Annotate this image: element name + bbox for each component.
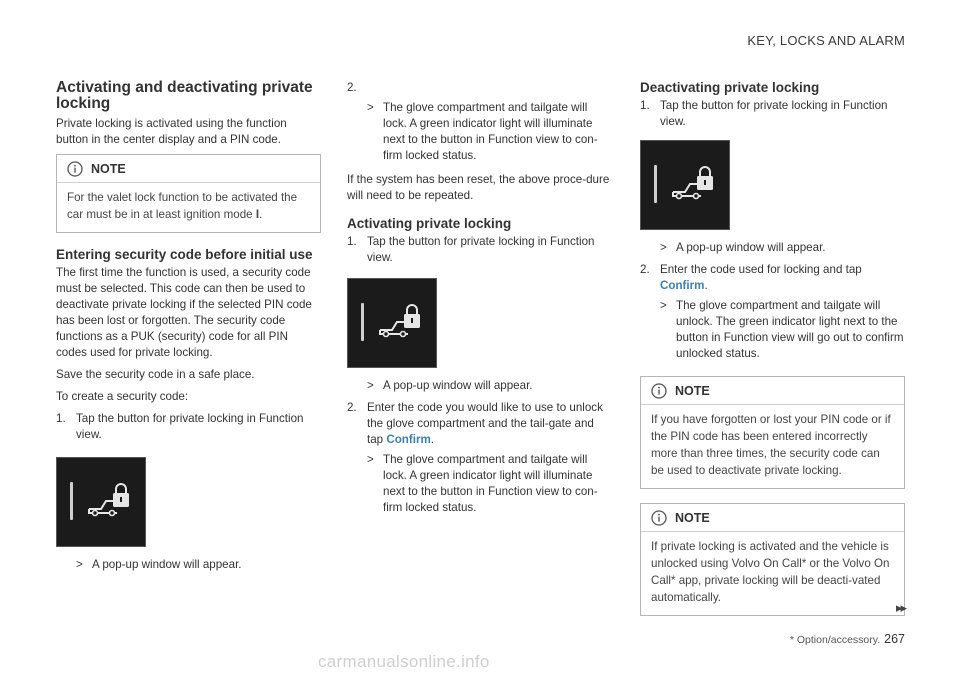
page-footer: [790, 632, 905, 646]
step-text: Tap the button for private locking in Function view.: [367, 235, 595, 264]
note-text: [67, 189, 310, 223]
section-header: KEY, LOCKS AND ALARM: [747, 33, 905, 48]
page-number: 267: [884, 632, 905, 646]
result-text: A pop-up window will appear.: [92, 558, 242, 571]
result-text: A pop-up window will appear.: [383, 379, 533, 392]
result-marker: >: [660, 299, 667, 312]
step-result: [367, 452, 612, 516]
option-footnote: * Option/accessory.: [789, 634, 881, 646]
step-item: [640, 98, 905, 130]
paragraph: To create a security code:: [56, 390, 189, 403]
result-marker: >: [367, 101, 374, 114]
step-text: [367, 80, 612, 96]
confirm-term: Confirm: [660, 279, 705, 292]
confirm-term: Confirm: [386, 433, 431, 446]
result-marker: >: [367, 379, 374, 392]
step-text-end: .: [704, 279, 708, 292]
result-marker: >: [76, 558, 83, 571]
note-header: [57, 161, 320, 183]
note-header: [641, 383, 904, 405]
result-text: The glove compartment and tailgate will lock. A green indicator light will illuminate next to the button in Function view to con-firm locked status.: [383, 453, 598, 514]
watermark: carmanualsonline.info: [318, 652, 490, 671]
paragraph: Save the security code in a safe place.: [56, 368, 255, 381]
note-text-part: For the valet lock function to be activated the car must be in at least ignition mode: [67, 191, 298, 221]
step-text: Tap the button for private locking in Function view.: [76, 412, 304, 441]
info-icon: [651, 510, 667, 526]
section-heading-deactivating: Deactivating private locking: [640, 80, 820, 95]
step-result: [660, 240, 905, 256]
private-locking-button-image: [640, 140, 730, 230]
step-number: 1.: [640, 99, 650, 112]
step-number: 2.: [347, 81, 357, 94]
intro-paragraph: Private locking is activated using the function button in the center display and a PIN code.: [56, 117, 287, 146]
step-number: 1.: [347, 235, 357, 248]
note-label: NOTE: [675, 384, 710, 398]
step-number: 2.: [347, 401, 357, 414]
note-text: If you have forgotten or lost your PIN code or if the PIN code has been entered incorrectly more than three times, the security code can be used to deactivate private locking.: [651, 413, 891, 477]
step-item: [347, 400, 612, 448]
step-item: [56, 411, 321, 443]
step-item: [640, 262, 905, 294]
step-text: [660, 262, 905, 294]
step-text-part: Enter the code you would like to use to unlock the glove compartment and the tail-gate and tap: [367, 401, 603, 446]
step-result: [367, 378, 612, 394]
private-locking-button-image: [56, 457, 146, 547]
section-heading-activating: Activating private locking: [347, 216, 512, 231]
page-title: Activating and deactivating private locking: [56, 79, 313, 112]
result-text: The glove compartment and tailgate will lock. A green indicator light will illuminate next to the button in Function view to con-firm locked status.: [383, 101, 598, 162]
car-lock-icon: [87, 482, 133, 522]
car-lock-icon: [378, 303, 424, 343]
indicator-light: [654, 165, 657, 203]
result-text: A pop-up window will appear.: [676, 241, 826, 254]
step-result: [76, 557, 321, 573]
step-text: [367, 400, 612, 448]
note-label: NOTE: [675, 511, 710, 525]
step-text-part: Enter the code used for locking and tap: [660, 263, 862, 276]
paragraph: The first time the function is used, a security code must be selected. This code can then be used to deactivate private locking if the selected PIN code has been lost or forgotten. The security code functions as a PUK (security) code for all PIN codes used for private locking.: [56, 266, 312, 359]
note-label: NOTE: [91, 162, 126, 176]
step-number: 1.: [56, 412, 66, 425]
result-marker: >: [367, 453, 374, 466]
info-icon: [67, 161, 83, 177]
step-number: 2.: [640, 263, 650, 276]
note-header: [641, 510, 904, 532]
step-item: [347, 234, 612, 266]
column-3: [640, 80, 905, 616]
indicator-light: [361, 303, 364, 341]
column-2: [347, 80, 612, 522]
note-box: [640, 376, 905, 489]
note-text: If private locking is activated and the vehicle is unlocked using Volvo On Call* or the Volvo On Call* app, private locking will be deacti-vated automatically.: [651, 540, 890, 604]
next-page-arrow-icon: ▸▸: [895, 600, 905, 615]
note-box: [640, 503, 905, 616]
column-1: [56, 80, 321, 579]
ignition-mode: I: [255, 208, 260, 221]
indicator-light: [70, 482, 73, 520]
step-result: [660, 298, 905, 362]
info-icon: [651, 383, 667, 399]
note-box: [56, 154, 321, 233]
car-lock-icon: [671, 165, 717, 205]
step-result: [367, 100, 612, 164]
step-text: Tap the button for private locking in Function view.: [660, 99, 888, 128]
result-text: The glove compartment and tailgate will unlock. The green indicator light next to the button in Function view will go out to confirm unlocked status.: [676, 299, 904, 360]
section-heading-security-code: Entering security code before initial use: [56, 247, 313, 262]
step-item: [347, 80, 612, 96]
result-marker: >: [660, 241, 667, 254]
note-text-end: .: [259, 208, 263, 221]
step-text-end: .: [430, 433, 435, 446]
reset-paragraph: If the system has been reset, the above proce-dure will need to be repeated.: [347, 173, 610, 202]
private-locking-button-image: [347, 278, 437, 368]
